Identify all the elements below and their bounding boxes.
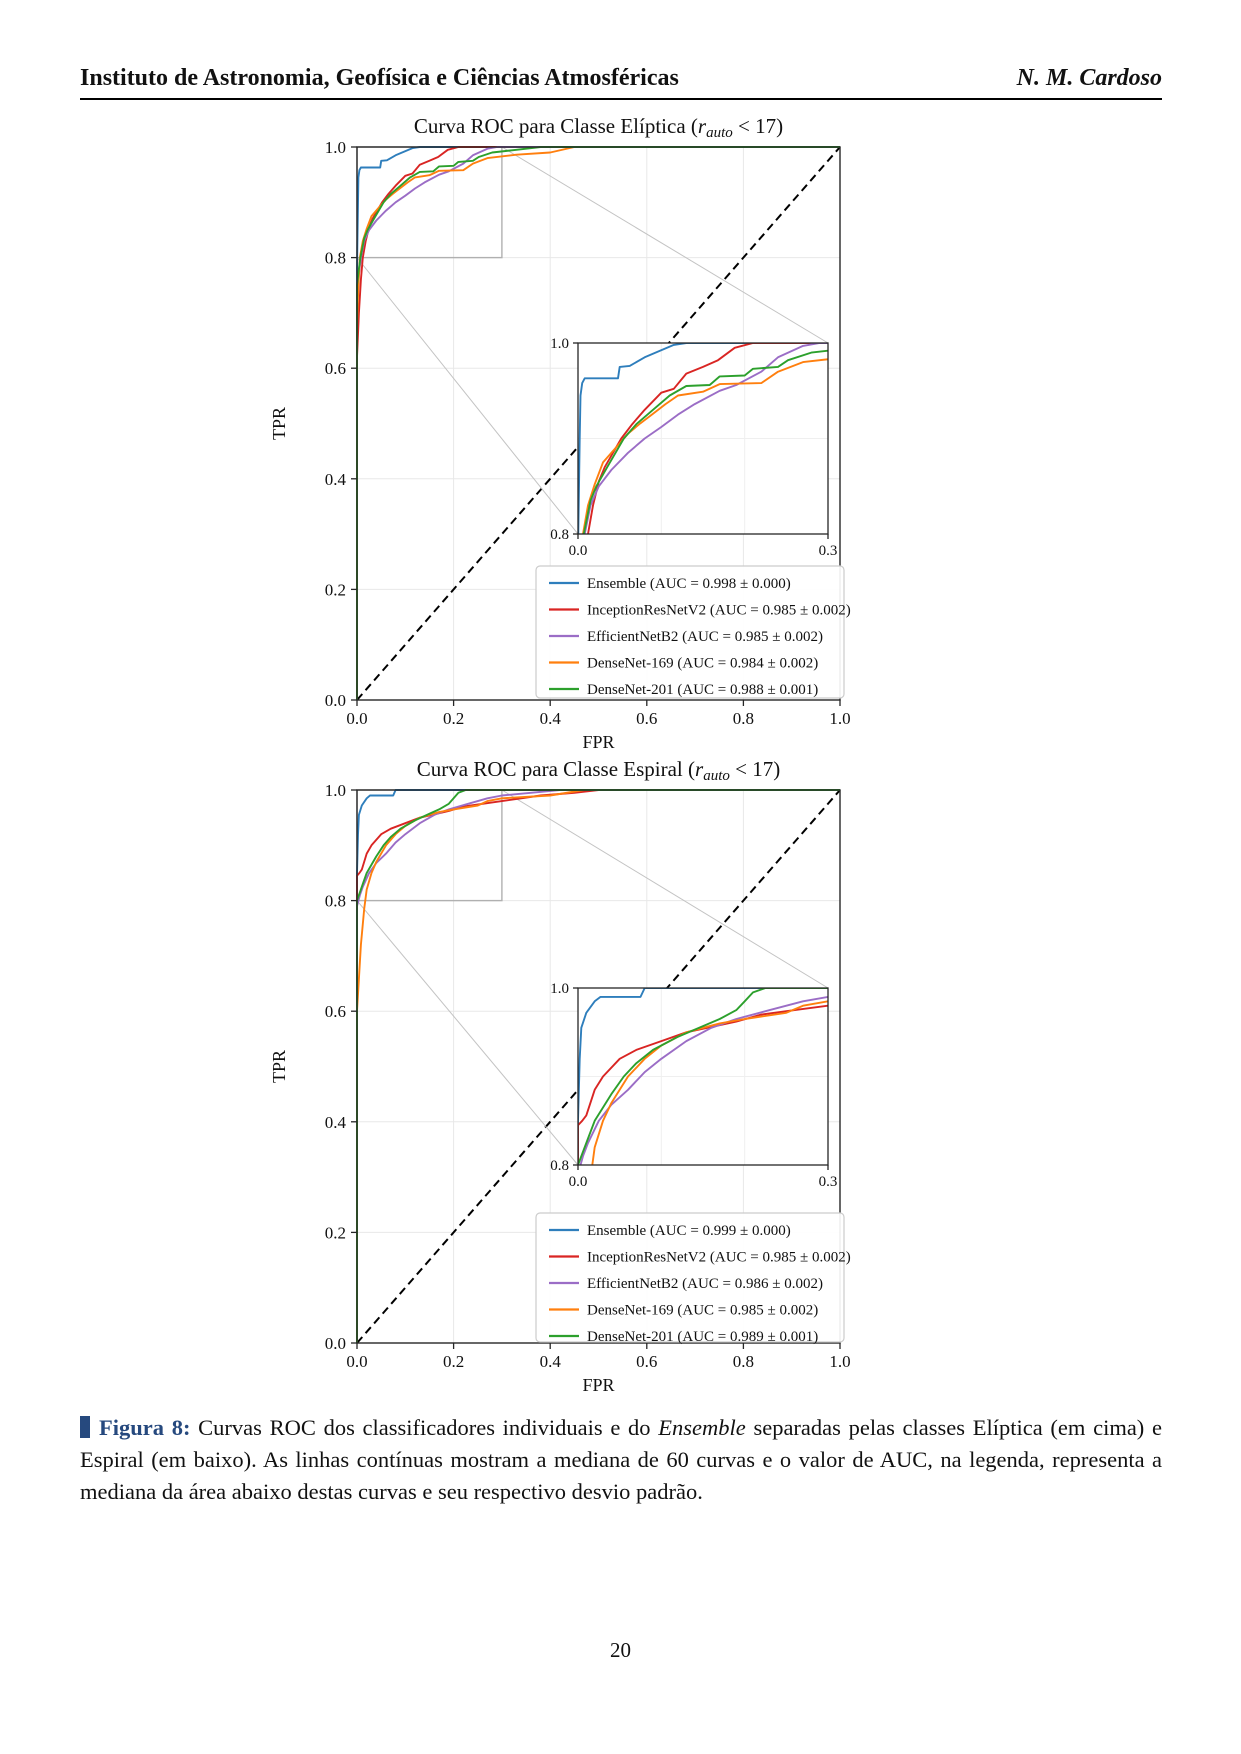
y-axis-label: TPR <box>269 1049 289 1084</box>
ytick-label: 0.4 <box>324 1112 346 1132</box>
legend-item-label: InceptionResNetV2 (AUC = 0.985 ± 0.002) <box>587 1249 851 1266</box>
xtick-label: 0.2 <box>442 1352 465 1371</box>
xtick-label: 0.0 <box>346 709 368 728</box>
ytick-label: 0.6 <box>324 1002 346 1022</box>
page-header <box>80 52 1162 100</box>
caption-text-2: separadas pelas classes Elíptica (em cima) e Espiral (em baixo). As linhas contínuas mostram a mediana de 60 curvas e o valor de AUC, na legenda, representa a mediana da área abaixo destas curvas e seu respectivo desvio padrão. <box>80 1415 1162 1504</box>
zoom-connector <box>502 147 828 343</box>
legend-item-label: InceptionResNetV2 (AUC = 0.985 ± 0.002) <box>587 602 851 619</box>
x-axis-label: FPR <box>582 1375 615 1395</box>
inset-xtick-label: 0.0 <box>568 543 588 559</box>
inset-ytick-label: 0.8 <box>550 527 569 543</box>
zoom-connector <box>357 258 578 534</box>
chart-title: Curva ROC para Classe Elíptica (rauto < 17) <box>413 114 784 141</box>
zoom-connector <box>357 901 578 1165</box>
inset-ytick-label: 0.8 <box>550 1158 569 1174</box>
xtick-label: 0.8 <box>732 1352 755 1371</box>
legend-item-label: Ensemble (AUC = 0.998 ± 0.000) <box>587 576 791 592</box>
header-institute: Instituto de Astronomia, Geofísica e Ciências Atmosféricas <box>80 65 679 91</box>
ytick-label: 0.8 <box>324 248 346 268</box>
xtick-label: 1.0 <box>829 709 851 728</box>
legend-item-label: DenseNet-169 (AUC = 0.984 ± 0.002) <box>587 655 819 672</box>
xtick-label: 0.2 <box>442 709 465 728</box>
zoom-region-rect <box>357 147 502 258</box>
xtick-label: 1.0 <box>829 1352 851 1371</box>
inset-xtick-label: 0.3 <box>818 543 838 559</box>
y-axis-label: TPR <box>269 406 289 441</box>
ytick-label: 0.6 <box>324 359 346 379</box>
legend-item-label: EfficientNetB2 (AUC = 0.985 ± 0.002) <box>587 629 823 645</box>
ytick-label: 1.0 <box>324 781 346 800</box>
inset-xtick-label: 0.0 <box>568 1174 588 1190</box>
ytick-label: 0.0 <box>324 691 346 710</box>
caption-marker <box>80 1416 90 1438</box>
chart-title: Curva ROC para Classe Espiral (rauto < 17) <box>416 757 781 784</box>
ytick-label: 0.0 <box>324 1334 346 1353</box>
zoom-region-rect <box>357 790 502 901</box>
ytick-label: 1.0 <box>324 138 346 157</box>
legend-item-label: DenseNet-169 (AUC = 0.985 ± 0.002) <box>587 1302 819 1319</box>
legend-item-label: DenseNet-201 (AUC = 0.988 ± 0.001) <box>587 682 819 698</box>
ytick-label: 0.8 <box>324 891 346 911</box>
ytick-label: 0.2 <box>324 580 346 600</box>
xtick-label: 0.0 <box>346 1352 368 1371</box>
header-author: N. M. Cardoso <box>1016 65 1162 91</box>
xtick-label: 0.4 <box>539 709 561 728</box>
xtick-label: 0.6 <box>636 709 658 728</box>
figure-caption <box>80 1412 1162 1508</box>
zoom-connector <box>502 790 828 988</box>
roc-chart-eliptica <box>250 100 870 760</box>
ytick-label: 0.2 <box>324 1223 346 1243</box>
inset-xtick-label: 0.3 <box>818 1174 838 1190</box>
inset-ytick-label: 1.0 <box>550 981 569 997</box>
legend-item-label: Ensemble (AUC = 0.999 ± 0.000) <box>587 1223 791 1239</box>
inset-ytick-label: 1.0 <box>550 336 569 352</box>
legend-item-label: EfficientNetB2 (AUC = 0.986 ± 0.002) <box>587 1276 823 1292</box>
xtick-label: 0.6 <box>636 1352 658 1371</box>
x-axis-label: FPR <box>582 732 615 752</box>
roc-chart-espiral <box>250 745 870 1425</box>
caption-text-1: Curvas ROC dos classificadores individuais e do <box>198 1415 659 1440</box>
page-number: 20 <box>610 1638 631 1662</box>
xtick-label: 0.8 <box>732 709 755 728</box>
caption-italic: Ensemble <box>658 1415 746 1440</box>
ytick-label: 0.4 <box>324 469 346 489</box>
legend-item-label: DenseNet-201 (AUC = 0.989 ± 0.001) <box>587 1329 819 1345</box>
xtick-label: 0.4 <box>539 1352 561 1371</box>
caption-label: Figura 8: <box>99 1415 191 1440</box>
